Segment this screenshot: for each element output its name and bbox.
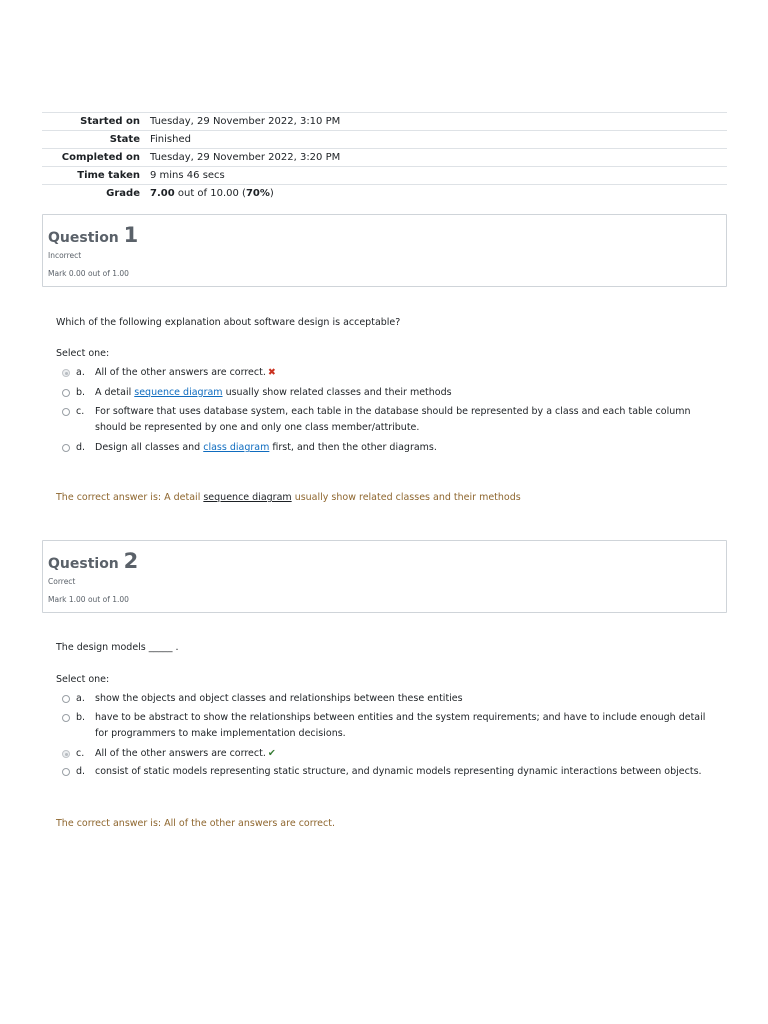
summary-label: Completed on — [61, 152, 140, 163]
radio-button[interactable] — [62, 768, 70, 776]
radio-button[interactable] — [62, 695, 70, 703]
option-text: consist of static models representing static structure, and dynamic models representing dynamic interactions between objects. — [95, 766, 702, 777]
grade-score: 7.00 — [150, 188, 175, 199]
option-text: have to be abstract to show the relationships between entities and the system requirements; and have to include enough detail for programmers to make implementation decisions. — [95, 712, 706, 739]
question-2-prompt: Select one: — [56, 674, 110, 685]
option-text: first, and then the other diagrams. — [269, 442, 437, 453]
question-grade: Mark 1.00 out of 1.00 — [48, 595, 129, 604]
question-1-prompt: Select one: — [56, 348, 110, 359]
question-number-value: 1 — [123, 223, 139, 247]
radio-button[interactable] — [62, 408, 70, 416]
question-2-right-answer: The correct answer is: All of the other answers are correct. — [56, 818, 335, 829]
summary-row-grade — [42, 185, 727, 203]
summary-label: State — [109, 134, 140, 145]
option-letter: b. — [76, 712, 86, 723]
question-number: Question 1 — [48, 223, 139, 247]
option-text: For software that uses database system, each table in the database should be represented by a class and each table column should be represented by one and only one class member/attribute. — [95, 406, 691, 433]
question-1-text: Which of the following explanation about software design is acceptable? — [56, 317, 401, 328]
grade-out-of: out of 10.00 ( — [174, 188, 246, 199]
radio-button[interactable] — [62, 714, 70, 722]
option-letter: a. — [76, 693, 85, 704]
question-1-info — [42, 214, 727, 287]
summary-row-started — [42, 113, 727, 131]
grade-close: ) — [269, 188, 274, 199]
question-number-value: 2 — [123, 549, 139, 573]
option-text: show the objects and object classes and relationships between these entities — [95, 693, 463, 704]
summary-value: Tuesday, 29 November 2022, 3:10 PM — [150, 116, 341, 127]
option-letter: d. — [76, 442, 86, 453]
correct-check-icon: ✔ — [267, 748, 276, 759]
question-state: Incorrect — [48, 251, 82, 260]
option-text: All of the other answers are correct. — [95, 748, 266, 759]
incorrect-cross-icon: ✖ — [267, 367, 276, 378]
glossary-link-sequence-diagram[interactable]: sequence diagram — [203, 492, 292, 503]
option-letter: c. — [76, 748, 85, 759]
summary-row-time — [42, 167, 727, 185]
question-state: Correct — [48, 577, 76, 586]
option-text: usually show related classes and their methods — [222, 387, 452, 398]
glossary-link-sequence-diagram[interactable]: sequence diagram — [134, 387, 223, 398]
summary-value: Finished — [150, 134, 191, 145]
question-number: Question 2 — [48, 549, 139, 573]
glossary-link-class-diagram[interactable]: class diagram — [203, 442, 270, 453]
option-letter: a. — [76, 367, 85, 378]
option-text: Design all classes and — [95, 442, 204, 453]
option-text: A detail — [95, 387, 135, 398]
question-1-right-answer: The correct answer is: A detail sequence diagram usually show related classes and their methods — [56, 492, 521, 503]
option-letter: b. — [76, 387, 86, 398]
grade-percent: 70% — [245, 188, 270, 199]
summary-label: Started on — [80, 116, 140, 127]
summary-label: Grade — [106, 188, 140, 199]
option-letter: c. — [76, 406, 85, 417]
option-text: All of the other answers are correct. — [95, 367, 266, 378]
question-grade: Mark 0.00 out of 1.00 — [48, 269, 129, 278]
summary-value: 9 mins 46 secs — [150, 170, 225, 181]
radio-button[interactable] — [62, 369, 70, 377]
radio-button[interactable] — [62, 750, 70, 758]
quiz-summary-table — [42, 112, 727, 202]
radio-button[interactable] — [62, 389, 70, 397]
question-2-info — [42, 540, 727, 613]
summary-row-completed — [42, 149, 727, 167]
summary-value — [150, 185, 727, 203]
summary-value: Tuesday, 29 November 2022, 3:20 PM — [150, 152, 341, 163]
summary-row-state — [42, 131, 727, 149]
question-2-text: The design models _____ . — [56, 642, 179, 653]
radio-button[interactable] — [62, 444, 70, 452]
option-letter: d. — [76, 766, 86, 777]
summary-label: Time taken — [77, 170, 140, 181]
